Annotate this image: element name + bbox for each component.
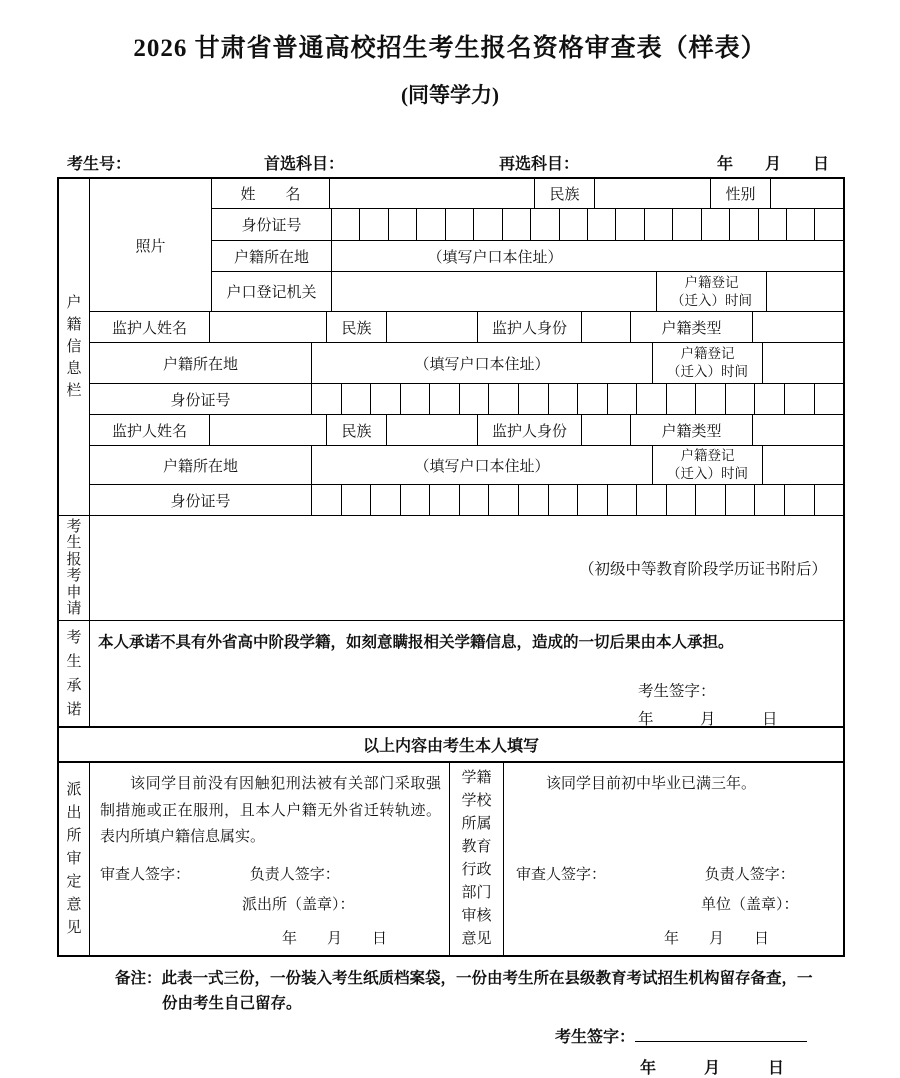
reselect-subject-label: 再选科目： [499,156,580,173]
id-digit-cell [401,384,431,414]
guardian1-household-type-value-cell [753,312,843,342]
guardian1-ethnicity-label: 民族 [327,312,387,342]
id-digit-cell [787,209,815,240]
id-number-cells [332,209,843,240]
id-digit-cell [645,209,673,240]
school-side-label-cell [450,763,504,955]
guardian1-registry-time-line2: （迁入）时间 [667,364,748,379]
guardian2-identity-label: 监护人身份 [478,415,582,445]
ethnicity-label: 民族 [535,179,595,208]
guardian2-household-type-value-cell [753,415,843,445]
registry-time-label-line2: （迁入）时间 [671,292,752,308]
police-statement: 该同学目前没有因触犯刑法被有关部门采取强制措施或正在服刑，且本人户籍无外省迁转轨迹。表内所填户籍信息属实。 [100,776,441,846]
school-stamp-label: 单位（盖章）： [701,897,799,913]
footer-date-label: 年 月 日 [640,1060,785,1078]
guardian2-identity-value-cell [582,415,631,445]
household-side-label: 户籍信息栏 [66,295,82,399]
guardian1-id-label: 身份证号 [90,384,312,414]
id-number-label: 身份证号 [212,209,332,240]
school-statement: 该同学目前初中毕业已满三年。 [546,776,757,792]
guardian2-registry-time-label [653,446,763,484]
photo-cell [90,179,212,311]
page-title: 2026 甘肃省普通高校招生考生报名资格审查表（样表） [133,35,767,62]
id-digit-cell [342,485,372,515]
id-digit-cell [726,485,756,515]
police-side-label-cell [59,763,90,955]
promise-sign-label: 考生签字： [638,683,716,700]
id-digit-cell [549,384,579,414]
id-digit-cell [446,209,474,240]
guardian2-household-type-label: 户籍类型 [631,415,753,445]
guardian1-id-cells [312,384,843,414]
id-digit-cell [389,209,417,240]
id-digit-cell [667,384,697,414]
first-subject-label: 首选科目： [264,156,345,173]
id-digit-cell [519,384,549,414]
footer-sign-line [555,1024,900,1047]
id-digit-cell [430,485,460,515]
id-digit-cell [702,209,730,240]
id-digit-cell [519,485,549,515]
id-digit-cell [673,209,701,240]
id-digit-cell [430,384,460,414]
id-digit-cell [815,384,844,414]
id-digit-cell [360,209,388,240]
photo-label: 照片 [135,238,166,255]
application-content-cell [90,516,843,620]
guardian1-residence-hint: （填写户口本住址） [312,343,653,383]
id-digit-cell [312,485,342,515]
guardian2-registry-time-value-cell [763,446,843,484]
guardian2-residence-label: 户籍所在地 [90,446,312,484]
footer-sign-label: 考生签字： [555,1029,636,1047]
name-value-cell [330,179,535,208]
candidate-name-row [212,179,843,209]
id-digit-cell [785,384,815,414]
registry-time-value-cell [767,272,843,311]
id-digit-cell [578,485,608,515]
id-digit-cell [759,209,787,240]
id-digit-cell [474,209,502,240]
guardian1-registry-time-value-cell [763,343,843,383]
guardian1-residence-row [90,343,843,384]
id-digit-cell [637,384,667,414]
id-digit-cell [785,485,815,515]
guardian1-name-label: 监护人姓名 [90,312,210,342]
application-side-label-cell [59,516,90,620]
guardian2-ethnicity-label: 民族 [327,415,387,445]
page-subtitle: (同等学力) [401,83,499,107]
guardian1-ethnicity-value-cell [387,312,478,342]
application-section [59,516,843,621]
guardian2-registry-time-line2: （迁入）时间 [667,466,748,481]
review-section [59,763,843,955]
household-info-section [59,179,843,516]
guardian2-name-row [90,415,843,446]
guardian1-registry-time-label [653,343,763,383]
candidate-no-label: 考生号： [67,156,132,173]
id-digit-cell [667,485,697,515]
guardian2-ethnicity-value-cell [387,415,478,445]
promise-date-label: 年 月 日 [638,711,778,728]
id-digit-cell [401,485,431,515]
remark-note: 备注：此表一式三份，一份装入考生纸质档案袋，一份由考生所在县级教育考试招生机构留存备查，一份由考生自己留存。 [115,970,813,1013]
id-digit-cell [608,485,638,515]
id-digit-cell [417,209,445,240]
candidate-block [90,179,843,312]
ethnicity-value-cell [595,179,711,208]
filled-by-note: 以上内容由考生本人填写 [59,728,843,763]
id-digit-cell [371,384,401,414]
id-digit-cell [503,209,531,240]
school-date-label: 年 月 日 [664,931,770,947]
candidate-id-row [212,209,843,241]
id-digit-cell [578,384,608,414]
school-side-label: 学籍学校所属教育行政部门审核意见 [461,770,492,947]
police-stamp-label: 派出所（盖章）： [242,897,355,913]
id-digit-cell [608,384,638,414]
gender-value-cell [771,179,843,208]
promise-side-label: 考生承诺 [66,629,82,718]
guardian2-registry-time-line1: 户籍登记 [680,448,735,464]
registry-org-label: 户口登记机关 [212,272,332,311]
registry-org-row [212,272,843,311]
id-digit-cell [312,384,342,414]
promise-content-cell [90,621,843,726]
id-digit-cell [815,209,842,240]
footer-signature-underline [635,1026,807,1042]
id-digit-cell [726,384,756,414]
id-digit-cell [755,384,785,414]
guardian2-id-cells [312,485,843,515]
promise-side-label-cell [59,621,90,726]
id-digit-cell [342,384,372,414]
guardian1-name-row [90,312,843,343]
guardian2-name-value-cell [210,415,327,445]
police-signature-row [100,863,340,884]
guardian2-residence-row [90,446,843,485]
application-side-label: 考生报考申请 [66,518,82,617]
school-head-sign-label: 负责人签字： [704,867,795,883]
id-digit-cell [332,209,360,240]
id-digit-cell [755,485,785,515]
school-review-cell [504,763,843,955]
police-review-cell [90,763,450,955]
guardian1-household-type-label: 户籍类型 [631,312,753,342]
household-side-label-cell [59,179,90,515]
form-header-line [57,151,845,174]
residence-label: 户籍所在地 [212,241,332,271]
guardian1-registry-time-line1: 户籍登记 [680,346,735,362]
application-note: （初级中等教育阶段学历证书附后） [578,561,827,578]
id-digit-cell [489,485,519,515]
guardian1-identity-label: 监护人身份 [478,312,582,342]
id-digit-cell [460,485,490,515]
guardian1-id-row [90,384,843,415]
id-digit-cell [531,209,559,240]
id-digit-cell [637,485,667,515]
id-digit-cell [730,209,758,240]
id-digit-cell [460,384,490,414]
id-digit-cell [696,384,726,414]
guardian1-identity-value-cell [582,312,631,342]
promise-text: 本人承诺不具有外省高中阶段学籍，如刻意瞒报相关学籍信息，造成的一切后果由本人承担。 [98,634,734,651]
gender-label: 性别 [711,179,771,208]
candidate-residence-row [212,241,843,272]
police-head-sign-label: 负责人签字： [249,867,340,883]
police-side-label: 派出所审定意见 [66,781,82,936]
id-digit-cell [696,485,726,515]
registry-time-label-line1: 户籍登记 [684,274,739,290]
id-digit-cell [560,209,588,240]
police-reviewer-sign-label: 审查人签字： [100,867,191,883]
guardian2-residence-hint: （填写户口本住址） [312,446,653,484]
registration-form-table [57,177,845,957]
id-digit-cell [371,485,401,515]
guardian1-name-value-cell [210,312,327,342]
residence-hint: （填写户口本住址） [427,249,563,266]
id-digit-cell [588,209,616,240]
promise-section [59,621,843,728]
id-digit-cell [489,384,519,414]
name-label: 姓 名 [212,179,330,208]
police-date-label: 年 月 日 [282,931,388,947]
guardian1-residence-label: 户籍所在地 [90,343,312,383]
school-reviewer-sign-label: 审查人签字： [516,867,607,883]
guardian2-id-label: 身份证号 [90,485,312,515]
registry-time-label [657,272,767,311]
id-digit-cell [616,209,644,240]
id-digit-cell [815,485,844,515]
guardian2-name-label: 监护人姓名 [90,415,210,445]
school-signature-row [516,863,795,884]
registry-org-value-cell [332,272,657,311]
guardian2-id-row [90,485,843,515]
header-date-label: 年 月 日 [716,156,829,173]
id-digit-cell [549,485,579,515]
